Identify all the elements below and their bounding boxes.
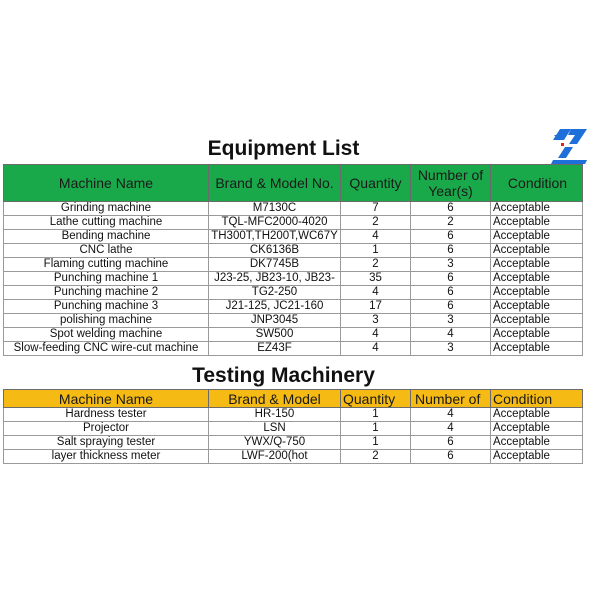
equipment-header-cell: Condition (491, 165, 583, 202)
equipment-header-cell: Number of Year(s) (411, 165, 491, 202)
equipment-cell: 17 (341, 300, 411, 314)
equipment-cell: Acceptable (491, 286, 583, 300)
equipment-cell: TH300T,TH200T,WC67Y (209, 230, 341, 244)
equipment-cell: TQL-MFC2000-4020 (209, 216, 341, 230)
testing-header-row (4, 390, 583, 408)
equipment-header-cell: Machine Name (4, 165, 209, 202)
equipment-list-title: Equipment List (207, 137, 360, 160)
table-row (4, 422, 583, 436)
table-row (4, 202, 583, 216)
testing-cell: HR-150 (209, 408, 341, 422)
table-row (4, 436, 583, 450)
testing-header-cell: Number of (411, 390, 491, 408)
table-row (4, 328, 583, 342)
equipment-cell: 2 (411, 216, 491, 230)
equipment-cell: J21-125, JC21-160 (209, 300, 341, 314)
equipment-cell: J23-25, JB23-10, JB23- (209, 272, 341, 286)
table-row (4, 300, 583, 314)
equipment-header-cell: Brand & Model No. (209, 165, 341, 202)
equipment-cell: Acceptable (491, 230, 583, 244)
equipment-cell: 4 (341, 342, 411, 356)
equipment-table (3, 164, 583, 356)
equipment-cell: M7130C (209, 202, 341, 216)
testing-cell: LWF-200(hot (209, 450, 341, 464)
testing-cell: 2 (341, 450, 411, 464)
equipment-cell: CNC lathe (4, 244, 209, 258)
equipment-cell: Bending machine (4, 230, 209, 244)
table-row (4, 230, 583, 244)
equipment-cell: Acceptable (491, 202, 583, 216)
testing-header-cell: Brand & Model (209, 390, 341, 408)
testing-cell: Projector (4, 422, 209, 436)
equipment-cell: TG2-250 (209, 286, 341, 300)
equipment-cell: CK6136B (209, 244, 341, 258)
table-row (4, 450, 583, 464)
testing-cell: Acceptable (491, 408, 583, 422)
equipment-cell: 1 (341, 244, 411, 258)
equipment-cell: Acceptable (491, 300, 583, 314)
equipment-cell: Punching machine 1 (4, 272, 209, 286)
testing-cell: YWX/Q-750 (209, 436, 341, 450)
testing-cell: 1 (341, 422, 411, 436)
equipment-cell: 35 (341, 272, 411, 286)
table-row (4, 258, 583, 272)
equipment-cell: Lathe cutting machine (4, 216, 209, 230)
equipment-cell: Acceptable (491, 244, 583, 258)
equipment-cell: 3 (411, 258, 491, 272)
equipment-cell: 6 (411, 272, 491, 286)
equipment-cell: 6 (411, 230, 491, 244)
equipment-cell: 6 (411, 286, 491, 300)
testing-cell: layer thickness meter (4, 450, 209, 464)
testing-header-cell: Condition (491, 390, 583, 408)
equipment-cell: 4 (341, 328, 411, 342)
equipment-cell: 3 (341, 314, 411, 328)
equipment-cell: 4 (341, 230, 411, 244)
table-row (4, 244, 583, 258)
equipment-cell: Slow-feeding CNC wire-cut machine (4, 342, 209, 356)
testing-cell: 1 (341, 436, 411, 450)
testing-cell: 1 (341, 408, 411, 422)
equipment-cell: Grinding machine (4, 202, 209, 216)
testing-cell: Acceptable (491, 422, 583, 436)
equipment-cell: Acceptable (491, 342, 583, 356)
equipment-cell: 7 (341, 202, 411, 216)
equipment-cell: 2 (341, 216, 411, 230)
equipment-cell: 6 (411, 244, 491, 258)
equipment-cell: 4 (411, 328, 491, 342)
equipment-cell: Spot welding machine (4, 328, 209, 342)
table-row (4, 272, 583, 286)
equipment-cell: polishing machine (4, 314, 209, 328)
equipment-cell: 6 (411, 202, 491, 216)
table-row (4, 216, 583, 230)
equipment-cell: Acceptable (491, 258, 583, 272)
equipment-cell: DK7745B (209, 258, 341, 272)
testing-header-cell: Machine Name (4, 390, 209, 408)
testing-cell: LSN (209, 422, 341, 436)
equipment-cell: Punching machine 3 (4, 300, 209, 314)
equipment-cell: SW500 (209, 328, 341, 342)
testing-cell: Acceptable (491, 436, 583, 450)
equipment-cell: 2 (341, 258, 411, 272)
testing-machinery-table (3, 389, 583, 464)
equipment-header-row (4, 165, 583, 202)
equipment-cell: JNP3045 (209, 314, 341, 328)
equipment-header-cell: Quantity (341, 165, 411, 202)
testing-cell: Hardness tester (4, 408, 209, 422)
table-row (4, 286, 583, 300)
testing-cell: 6 (411, 450, 491, 464)
testing-cell: 4 (411, 422, 491, 436)
equipment-cell: Flaming cutting machine (4, 258, 209, 272)
equipment-cell: EZ43F (209, 342, 341, 356)
table-row (4, 314, 583, 328)
table-row (4, 342, 583, 356)
testing-machinery-title: Testing Machinery (192, 364, 375, 387)
equipment-cell: Acceptable (491, 314, 583, 328)
testing-cell: 6 (411, 436, 491, 450)
equipment-cell: 3 (411, 342, 491, 356)
testing-cell: Salt spraying tester (4, 436, 209, 450)
equipment-cell: Acceptable (491, 272, 583, 286)
testing-cell: Acceptable (491, 450, 583, 464)
equipment-cell: Acceptable (491, 216, 583, 230)
testing-cell: 4 (411, 408, 491, 422)
table-row (4, 408, 583, 422)
equipment-cell: 3 (411, 314, 491, 328)
testing-header-cell: Quantity (341, 390, 411, 408)
equipment-cell: 6 (411, 300, 491, 314)
equipment-cell: Punching machine 2 (4, 286, 209, 300)
equipment-cell: Acceptable (491, 328, 583, 342)
equipment-cell: 4 (341, 286, 411, 300)
